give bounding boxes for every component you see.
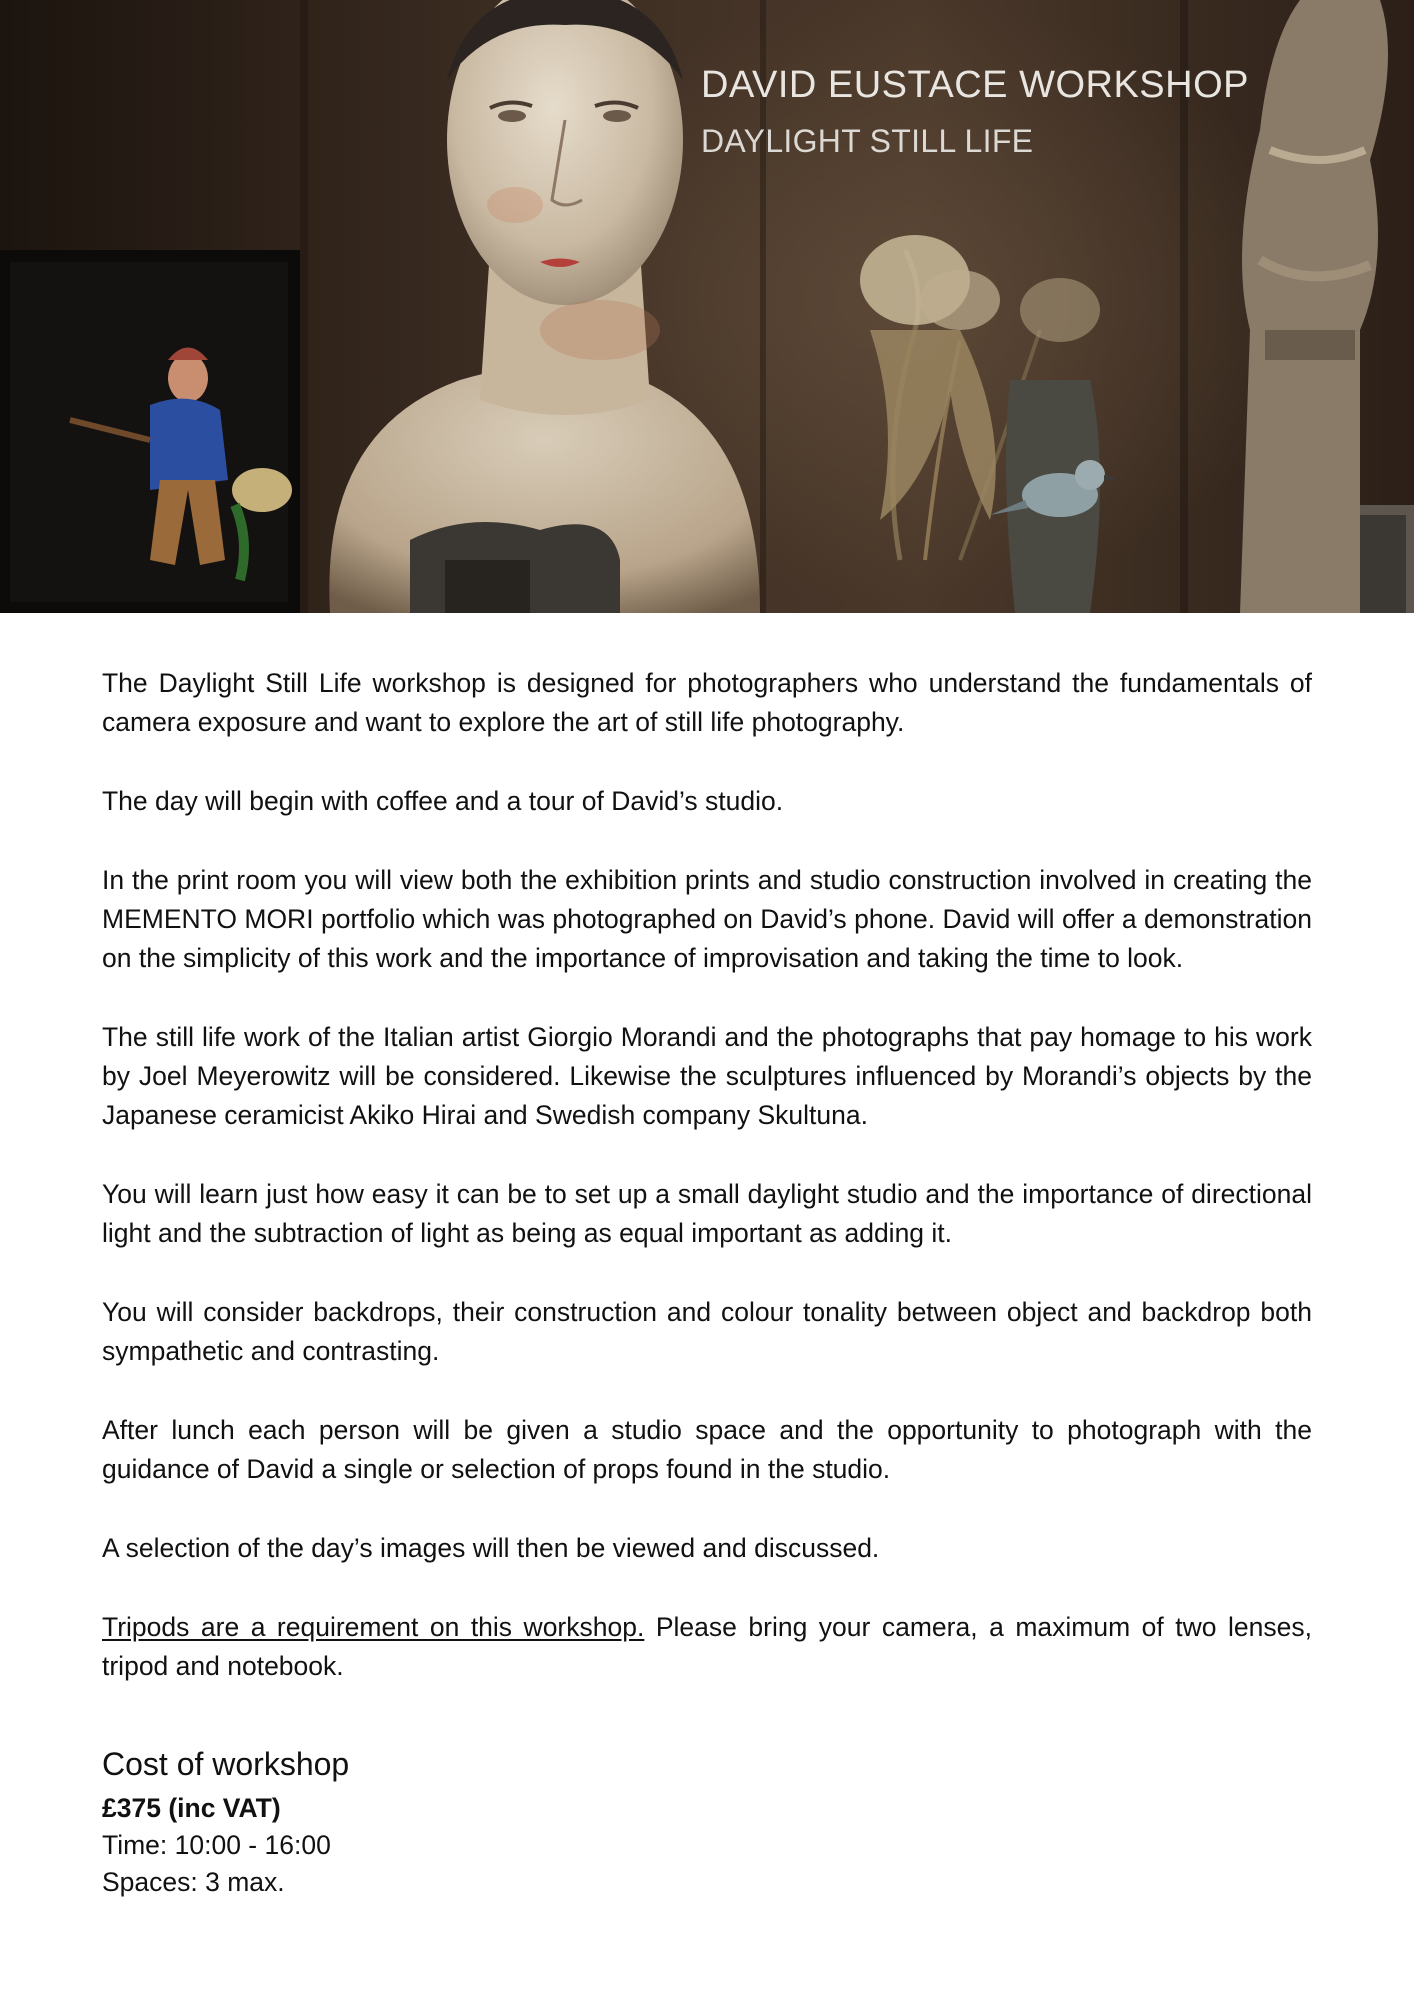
tripod-requirement-note: Tripods are a requirement on this workshop. <box>102 1612 645 1642</box>
workshop-spaces: Spaces: 3 max. <box>102 1867 285 1897</box>
workshop-description <box>102 664 1312 1901</box>
hero-subtitle: DAYLIGHT STILL LIFE <box>701 123 1034 159</box>
paragraph-studio-tour: The day will begin with coffee and a tour of David’s studio. <box>102 786 784 816</box>
paragraph-backdrops: You will consider backdrops, their construction and colour tonality between object and backdrop both sympathetic and contrasting. <box>102 1297 1312 1366</box>
paragraph-morandi: The still life work of the Italian artist Giorgio Morandi and the photographs that pay homage to his work by Joel Meyerowitz will be considered. Likewise the sculptures influenced by Morandi’s objects by the Japanese ceramicist Akiko Hirai and Swedish company Skultuna. <box>102 1022 1312 1130</box>
bring-equipment-note: Please bring your camera, a maximum of two lenses, tripod and notebook. <box>102 1612 1312 1681</box>
hero-title: DAVID EUSTACE WORKSHOP <box>701 64 1249 106</box>
paragraph-review: A selection of the day’s images will then be viewed and discussed. <box>102 1533 880 1563</box>
workshop-time: Time: 10:00 - 16:00 <box>102 1830 331 1860</box>
paragraph-requirements <box>102 1608 1312 1686</box>
cost-price: £375 (inc VAT) <box>102 1793 281 1823</box>
hero-photo <box>0 0 1414 613</box>
paragraph-after-lunch: After lunch each person will be given a studio space and the opportunity to photograph with the guidance of David a single or selection of props found in the studio. <box>102 1415 1312 1484</box>
paragraph-daylight-studio: You will learn just how easy it can be to set up a small daylight studio and the importance of directional light and the subtraction of light as being as equal important as adding it. <box>102 1179 1312 1248</box>
paragraph-print-room: In the print room you will view both the exhibition prints and studio construction involved in creating the MEMENTO MORI portfolio which was photographed on David’s phone. David will offer a demonstration on the simplicity of this work and the importance of improvisation and taking the time to look. <box>102 865 1312 973</box>
cost-heading: Cost of workshop <box>102 1746 350 1782</box>
paragraph-intro: The Daylight Still Life workshop is designed for photographers who understand the fundamentals of camera exposure and want to explore the art of still life photography. <box>102 668 1312 737</box>
